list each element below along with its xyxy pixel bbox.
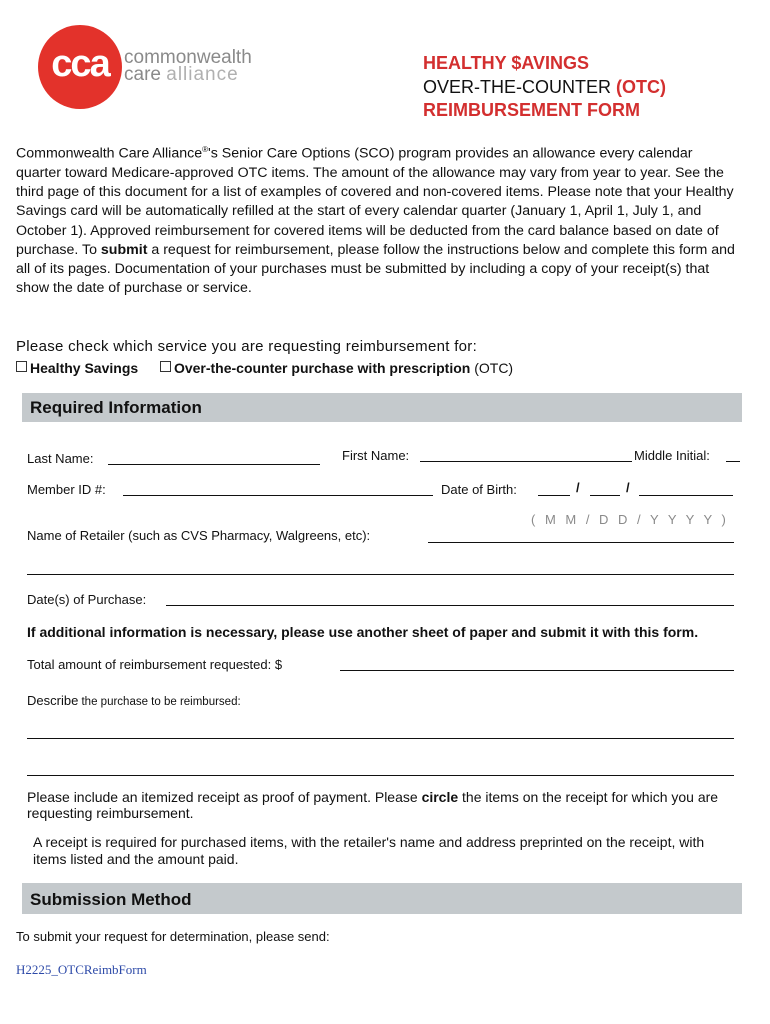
otc-prescription-checkbox[interactable] (160, 361, 171, 372)
form-title-line3: REIMBURSEMENT FORM (423, 100, 640, 120)
dob-slash-2: / (626, 480, 630, 495)
logo-letters: cca (51, 43, 109, 85)
last-name-field[interactable] (108, 464, 320, 465)
form-title-line1: HEALTHY $AVINGS (423, 53, 590, 73)
logo-name-line1: commonwealth (124, 47, 252, 68)
middle-initial-field[interactable] (726, 461, 740, 462)
describe-label: Describe the purchase to be reimbursed: (27, 693, 241, 708)
form-code: H2225_OTCReimbForm (16, 962, 147, 977)
additional-info-note: If additional information is necessary, please use another sheet of paper and submit it with this form. (27, 624, 699, 640)
first-name-field[interactable] (420, 461, 632, 462)
dob-slash-1: / (576, 480, 580, 495)
dob-month-field[interactable] (538, 495, 570, 496)
intro-paragraph: Commonwealth Care Alliance®'s Senior Care Options (SCO) program provides an allowance every calendar quarter toward Medicare-approved OTC items. The amount of the allowance may vary from year to year. See the third page of this document for a list of examples of covered and non-covered items. Please note that your Healthy Savings card will be automatically refilled at the start of every calendar quarter (January 1, April 1, July 1, and October 1). Approved reimbursement for covered items will be deducted from the card balance based on date of purchase. To submit a request for reimbursement, please follow the instructions below and complete this form and all of its pages. Documentation of your purchases must be submitted by including a copy of your receipt(s) that show the date of purchase or service. (16, 145, 735, 297)
retailer-field[interactable] (428, 542, 734, 543)
receipt-instruction: Please include an itemized receipt as proof of payment. Please circle the items on the receipt for which you are requesting reimbursement. (27, 789, 719, 821)
purchase-dates-field[interactable] (166, 605, 734, 606)
otc-prescription-label: Over-the-counter purchase with prescription (173, 360, 471, 376)
describe-field-line1[interactable] (27, 738, 734, 739)
purchase-dates-label: Date(s) of Purchase: (27, 592, 147, 607)
submission-header: Submission Method (30, 890, 192, 909)
member-id-field[interactable] (123, 495, 433, 496)
member-id-label: Member ID #: (27, 482, 106, 497)
retailer-label: Name of Retailer (such as CVS Pharmacy, Walgreens, etc): (27, 528, 371, 543)
dob-label: Date of Birth: (441, 482, 517, 497)
first-name-label: First Name: (342, 448, 410, 463)
submission-instruction: To submit your request for determination, please send: (16, 929, 330, 944)
total-amount-field[interactable] (340, 670, 734, 671)
last-name-label: Last Name: (27, 451, 94, 466)
required-info-header: Required Information (30, 398, 202, 417)
form-title-line2: OVER-THE-COUNTER (OTC) (423, 77, 666, 97)
healthy-savings-label: Healthy Savings (30, 360, 139, 376)
service-prompt: Please check which service you are requesting reimbursement for: (16, 338, 478, 355)
logo-name-line2: care alliance (124, 64, 239, 85)
dob-format-hint: ( M M / D D / Y Y Y Y ) (531, 512, 729, 527)
receipt-requirement: A receipt is required for purchased items, with the retailer's name and address preprinted on the receipt, with items listed and the amount paid. (33, 834, 705, 867)
total-amount-label: Total amount of reimbursement requested: $ (27, 657, 283, 672)
dob-year-field[interactable] (639, 495, 733, 496)
healthy-savings-checkbox[interactable] (16, 361, 27, 372)
service-options: Healthy Savings Over-the-counter purchase with prescription (OTC) (16, 360, 513, 376)
retailer-field-line2[interactable] (27, 574, 734, 575)
describe-field-line2[interactable] (27, 775, 734, 776)
dob-day-field[interactable] (590, 495, 620, 496)
middle-initial-label: Middle Initial: (634, 448, 710, 463)
